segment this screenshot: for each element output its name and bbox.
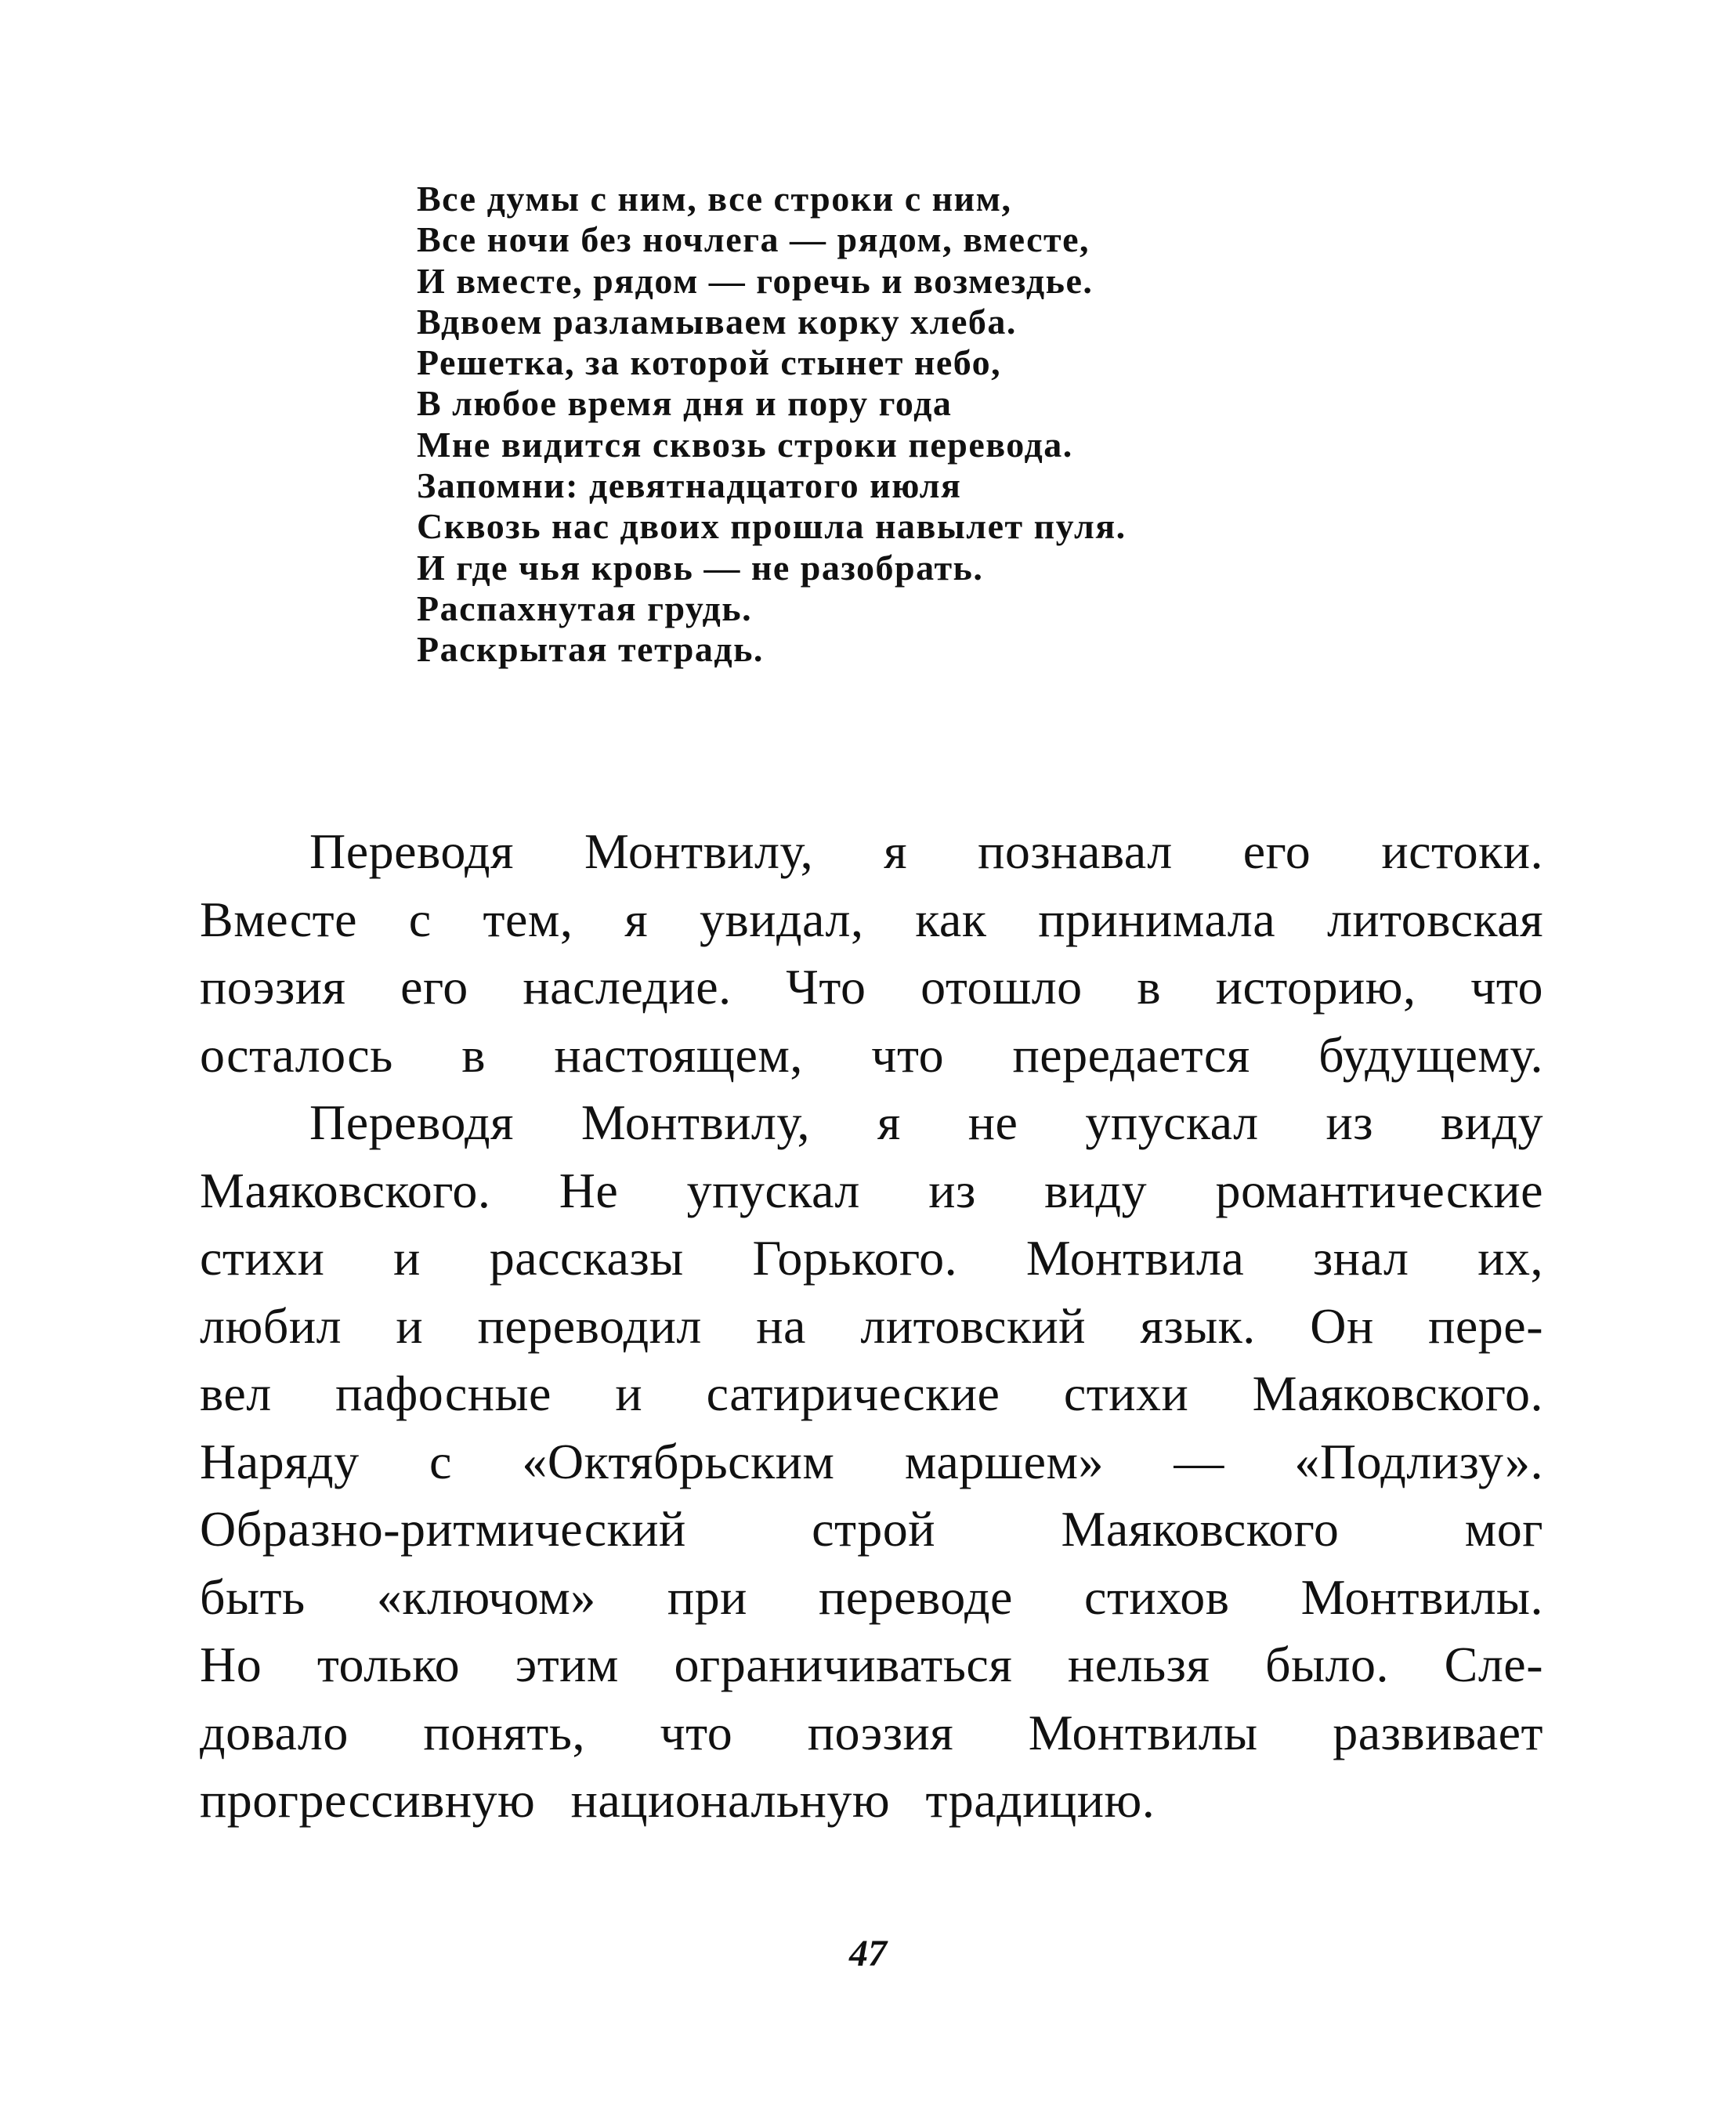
poem-line: Все думы с ним, все строки с ним,: [417, 179, 1012, 219]
poem-line: Сквозь нас двоих прошла навылет пуля.: [417, 506, 1127, 547]
paragraph-line: осталось в настоящем, что передается будущему.: [200, 1026, 1543, 1083]
paragraph-line: Маяковского. Не упускал из виду романтические: [200, 1162, 1543, 1218]
page-number: 47: [849, 1933, 887, 1974]
paragraph-line: Но только этим ограничиваться нельзя было. Сле-: [200, 1637, 1543, 1692]
poem-line: Раскрытая тетрадь.: [417, 629, 764, 670]
poem-line: Мне видится сквозь строки перевода.: [417, 424, 1073, 465]
poem-line: Вдвоем разламываем корку хлеба.: [417, 301, 1017, 342]
poem-line: И где чья кровь — не разобрать.: [417, 547, 984, 588]
poem-line: И вместе, рядом — горечь и возмездье.: [417, 260, 1094, 301]
poem-line: В любое время дня и пору года: [417, 383, 953, 424]
paragraph-line: Образно-ритмический строй Маяковского мог: [200, 1501, 1543, 1557]
poem-stanza: [417, 179, 1404, 671]
paragraph-line: быть «ключом» при переводе стихов Монтвилы.: [200, 1568, 1543, 1625]
paragraph-line: стихи и рассказы Горького. Монтвила знал их,: [200, 1230, 1543, 1286]
paragraph-line: прогрессивную национальную традицию.: [200, 1772, 1156, 1828]
paragraph-line: Переводя Монтвилу, я познавал его истоки.: [309, 823, 1543, 879]
prose-body: [200, 818, 1543, 1835]
poem-line: Решетка, за которой стынет небо,: [417, 342, 1002, 383]
paragraph-line: вел пафосные и сатирические стихи Маяковского.: [200, 1366, 1543, 1421]
paragraph-line: довало понять, что поэзия Монтвилы развивает: [200, 1704, 1543, 1760]
paragraph-line: Вместе с тем, я увидал, как принимала литовская: [200, 891, 1543, 947]
poem-line: Запомни: девятнадцатого июля: [417, 465, 962, 506]
poem-line: Распахнутая грудь.: [417, 588, 753, 628]
paragraph-line: поэзия его наследие. Что отошло в историю, что: [200, 959, 1543, 1015]
paragraph-line: Наряду с «Октябрьским маршем» — «Подлизу».: [200, 1433, 1543, 1489]
paragraph-line: Переводя Монтвилу, я не упускал из виду: [309, 1094, 1543, 1150]
paragraph-line: любил и переводил на литовский язык. Он пере-: [200, 1297, 1543, 1354]
poem-line: Все ночи без ночлега — рядом, вместе,: [417, 219, 1090, 260]
